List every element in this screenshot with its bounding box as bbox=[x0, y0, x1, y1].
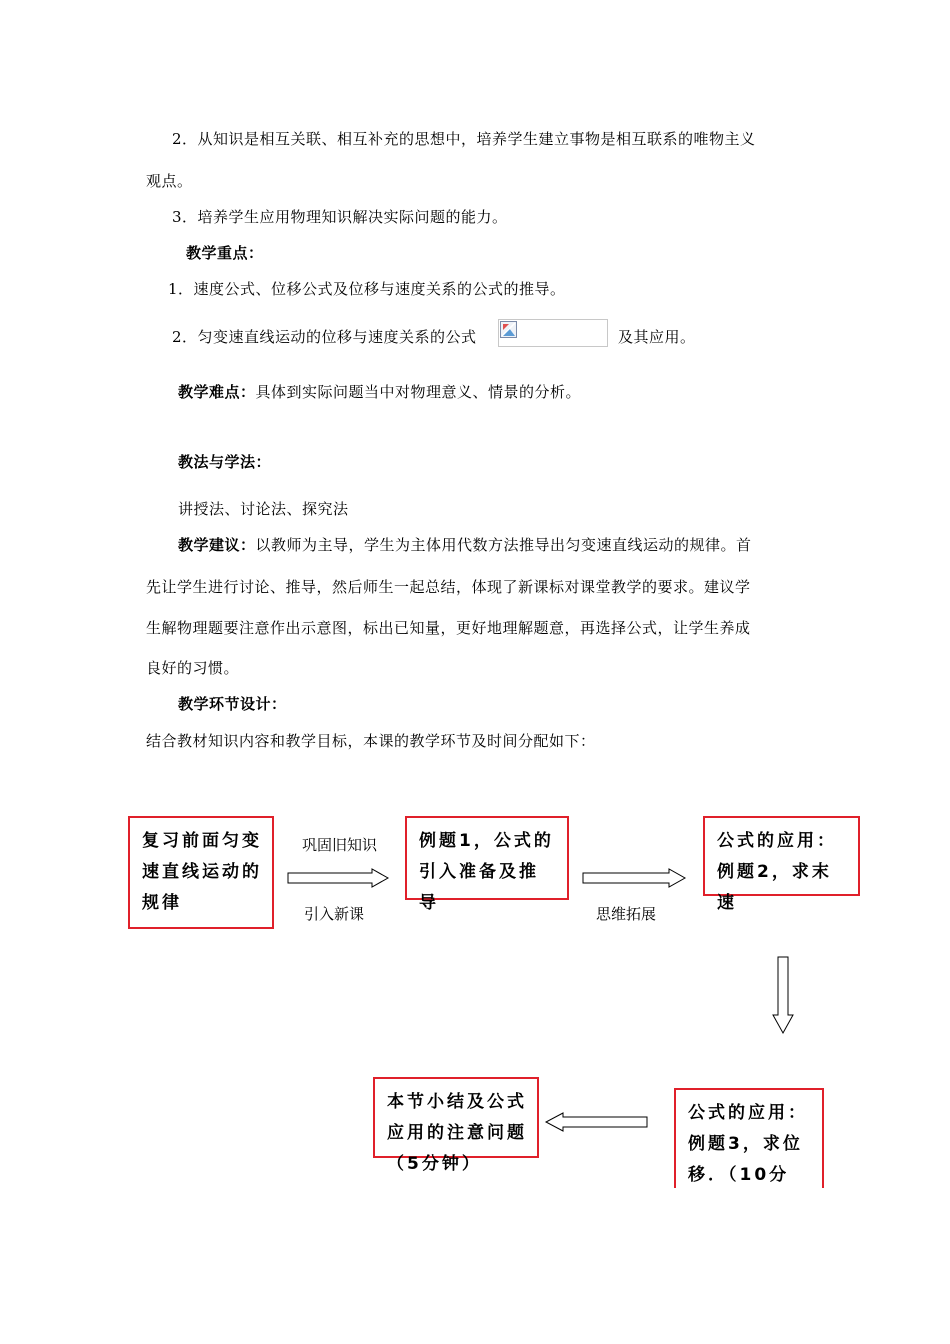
paragraph-goal-2: 2．从知识是相互关联、相互补充的思想中，培养学生建立事物是相互联系的唯物主义 bbox=[172, 130, 756, 148]
suggestion-line-4: 良好的习惯。 bbox=[146, 659, 240, 677]
heading-key-points: 教学重点： bbox=[186, 244, 264, 262]
flow-box-summary-line-2: 应用的注意问题 bbox=[387, 1123, 527, 1143]
paragraph-goal-3: 3．培养学生应用物理知识解决实际问题的能力。 bbox=[172, 208, 508, 226]
suggestion-text-1: 以教师为主导，学生为主体用代数方法推导出匀变速直线运动的规律。首 bbox=[255, 536, 752, 554]
flow-box-summary-line-3: （5分钟） bbox=[387, 1154, 482, 1174]
flow-box-example-1 bbox=[405, 816, 569, 913]
flow-box-example-2 bbox=[703, 816, 860, 913]
suggestion-line-3: 生解物理题要注意作出示意图，标出已知量，更好地理解题意，再选择公式，让学生养成 bbox=[146, 619, 751, 637]
flow-box-review-line-2: 速直线运动的 bbox=[142, 862, 262, 882]
flow-box-review-line-1: 复习前面匀变 bbox=[142, 831, 262, 851]
heading-suggestion: 教学建议： bbox=[178, 536, 256, 554]
flow-box-summary-line-1: 本节小结及公式 bbox=[387, 1092, 527, 1112]
difficult-points-text: 具体到实际问题当中对物理意义、情景的分析。 bbox=[255, 383, 582, 401]
difficult-points bbox=[178, 381, 581, 402]
arrow-down-icon bbox=[773, 957, 793, 1033]
broken-image-icon bbox=[500, 321, 517, 338]
arrow-left-icon bbox=[546, 1113, 647, 1131]
flow-box-example-1-line-1: 例题1，公式的 bbox=[419, 831, 554, 851]
heading-methods: 教法与学法： bbox=[178, 453, 272, 471]
flow-box-example-3 bbox=[674, 1088, 824, 1188]
flow-box-example-3-line-1: 公式的应用： bbox=[688, 1103, 808, 1123]
suggestion-line-1 bbox=[178, 534, 752, 555]
paragraph-goal-2-cont: 观点。 bbox=[146, 172, 193, 190]
flow-box-review bbox=[128, 816, 274, 929]
suggestion-line-2: 先让学生进行讨论、推导，然后师生一起总结，体现了新课标对课堂教学的要求。建议学 bbox=[146, 578, 751, 596]
arrow1-label-top: 巩固旧知识 bbox=[302, 836, 378, 854]
flow-box-example-1-line-2: 引入准备及推导 bbox=[419, 862, 539, 913]
arrow-right-icon bbox=[288, 869, 388, 887]
key-point-2 bbox=[172, 326, 477, 347]
heading-design: 教学环节设计： bbox=[178, 695, 287, 713]
flow-box-example-2-line-2: 例题2，求末速 bbox=[717, 862, 832, 913]
methods-text: 讲授法、讨论法、探究法 bbox=[178, 500, 349, 518]
flow-box-example-3-line-2: 例题3，求位 bbox=[688, 1134, 803, 1154]
flow-box-example-3-line-3: 移．（10分 bbox=[688, 1165, 790, 1185]
heading-difficult-points: 教学难点： bbox=[178, 383, 256, 401]
key-point-1: 1．速度公式、位移公式及位移与速度关系的公式的推导。 bbox=[168, 280, 566, 298]
flow-box-example-2-line-1: 公式的应用： bbox=[717, 831, 837, 851]
flow-box-review-line-3: 规律 bbox=[142, 893, 182, 913]
key-point-2-tail: 及其应用。 bbox=[618, 328, 696, 346]
flow-box-summary bbox=[373, 1077, 539, 1174]
key-point-2-text: 2．匀变速直线运动的位移与速度关系的公式 bbox=[172, 328, 477, 346]
arrow-right-icon bbox=[583, 869, 685, 887]
arrow2-label-bottom: 思维拓展 bbox=[596, 905, 657, 923]
design-text: 结合教材知识内容和教学目标，本课的教学环节及时间分配如下： bbox=[146, 732, 596, 750]
arrow1-label-bottom: 引入新课 bbox=[304, 905, 365, 923]
